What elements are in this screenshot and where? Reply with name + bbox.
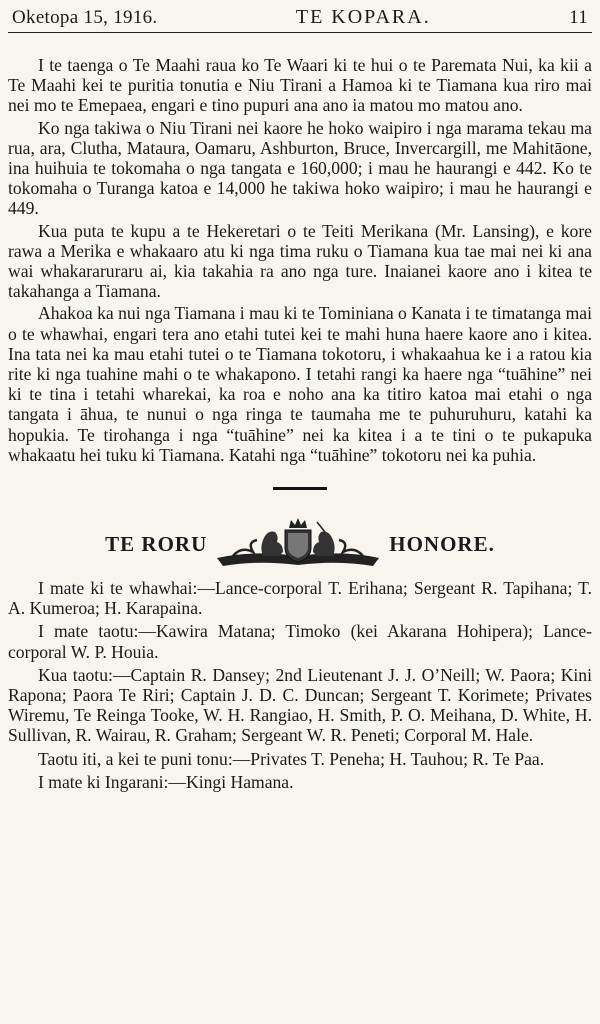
article-paragraph: Ahakoa ka nui nga Tiamana i mau ki te Tominiana o Kanata i te timatanga mai o te whawhai, engari tera ano etahi tutei kei te mahi huna haere kaore ano i kitea. Ina tata nei ka mau etahi tutei o te Tiamana tokotoru, i whakaahua ke i a ratou kia rite ki nga tuahine mahi o te whakapono. I tetahi rangi ka haere nga “tuāhine” nei ki te tina i tetahi wharekai, ka roa e noho ana ka titiro katoa mai etahi o nga tangata i āhua, te nunui o nga ringa te taumaha me te puhuruhuru, katahi ka hopukia. Te tirohanga i nga “tuāhine” nei ka kitea i a te tini o te pukapuka whakaatu hei tuku ki Tiamana. Katahi nga “tuāhine” tokotoru nei ka puhia. bbox=[8, 303, 592, 465]
roll-heading-right: HONORE. bbox=[389, 531, 495, 556]
roll-entry-died-of-wounds: I mate taotu:—Kawira Matana; Timoko (kei Akarana Hohipera); Lance-corporal W. P. Houia. bbox=[8, 621, 592, 662]
news-article bbox=[8, 55, 592, 465]
article-paragraph: I te taenga o Te Maahi raua ko Te Waari ki te hui o te Paremata Nui, ka kii a Te Maahi kei te puritia tonutia e Niu Tirani a Hamoa ki te Tiamana kua riro mai nei mo te Emepaea, engari e tino pupuri ana ano ia matou mo matou ano. bbox=[8, 55, 592, 116]
roll-of-honour bbox=[8, 516, 592, 792]
roll-entry-killed-in-action: I mate ki te whawhai:—Lance-corporal T. Erihana; Sergeant R. Tapihana; T. A. Kumeroa; H. Karapaina. bbox=[8, 578, 592, 619]
article-paragraph: Ko nga takiwa o Niu Tirani nei kaore he hoko waipiro i nga marama tekau ma rua, ara, Clutha, Mataura, Oamaru, Ashburton, Bruce, Invercargill, me Mahitāone, ina huihuia te tokomaha o nga tangata e 160,000; i mau he haurangi e 442. Ko te tokomaha o Turanga katoa e 14,000 he takiwa hoko waipiro; i mau he haurangi e 449. bbox=[8, 117, 592, 219]
roll-entry-died-in-england: I mate ki Ingarani:—Kingi Hamana. bbox=[38, 771, 294, 792]
issue-date: Oketopa 15, 1916. bbox=[12, 7, 158, 28]
publication-title: TE KOPARA. bbox=[295, 6, 431, 28]
divider-rule bbox=[273, 487, 327, 490]
roll-entry-slightly-wounded: Taotu iti, a kei te puni tonu:—Privates T. Peneha; H. Tauhou; R. Te Paa. bbox=[38, 748, 545, 769]
roll-entry-wounded: Kua taotu:—Captain R. Dansey; 2nd Lieutenant J. J. O’Neill; W. Paora; Kini Rapona; Paora Te Riri; Captain J. D. C. Duncan; Sergeant T. Korimete; Privates Wiremu, Te Reinga Tooke, W. H. Rangiao, H. Smith, P. O. Meihana, D. White, H. Sullivan, R. Wairau, R. Graham; Sergeant W. R. Peneti; Corporal M. Hale. bbox=[8, 664, 592, 746]
roll-heading bbox=[8, 516, 592, 572]
roll-heading-left: TE RORU bbox=[105, 531, 208, 556]
royal-coat-of-arms-icon bbox=[213, 516, 383, 572]
section-divider bbox=[8, 487, 592, 490]
running-header bbox=[8, 0, 592, 33]
article-paragraph: Kua puta te kupu a te Hekeretari o te Teiti Merikana (Mr. Lansing), e kore rawa a Merika e whakaaro atu ki nga tima ruku o Tiamana kua tae mai nei ki ana wai whakararuraru ai, kia takahia ra ano nga ture. Inaianei kaore ano i kitea te takahanga a Tiamana. bbox=[8, 220, 592, 302]
page-number: 11 bbox=[569, 7, 588, 28]
